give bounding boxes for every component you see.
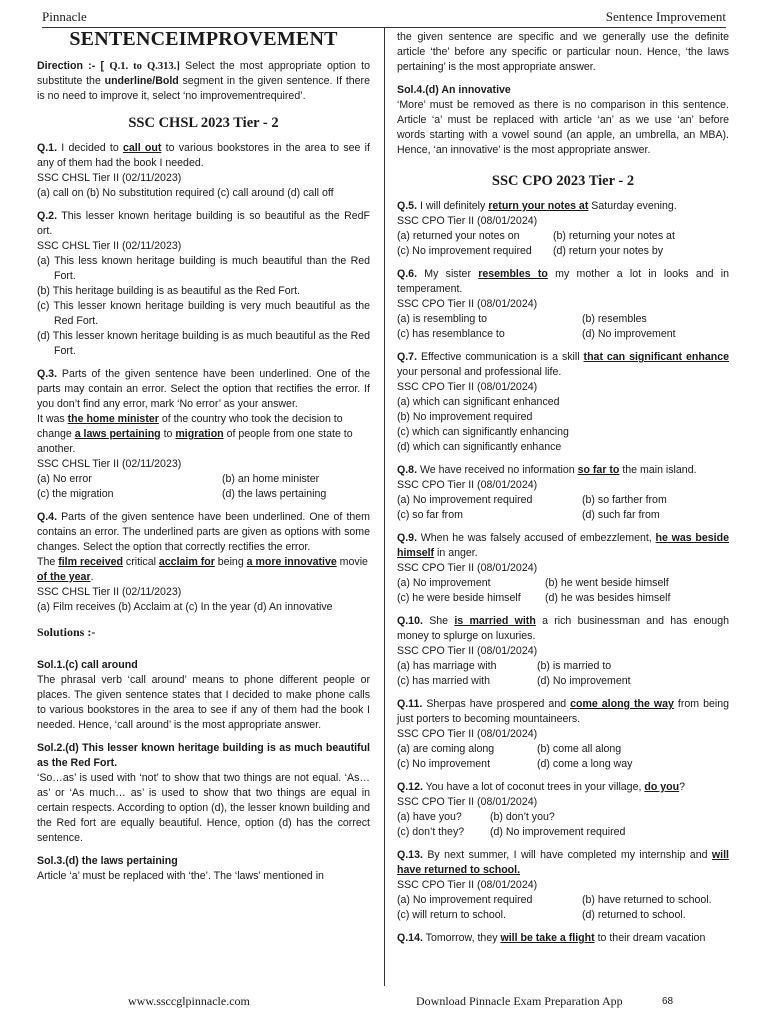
header-topic: Sentence Improvement xyxy=(605,9,726,24)
question-7: Q.7. Effective communication is a skill that can significant enhance your personal and professional life. SSC CPO Tier II (08/01/2024) (a) which can significant enhanced (b) No improvement required (c) which can significantly enhancing (d) which can significantly enhance xyxy=(397,351,729,453)
page-footer xyxy=(0,994,768,1012)
right-column xyxy=(397,30,729,946)
direction: Direction :- [ Q.1. to Q.313.] Select the most appropriate option to substitute the underline/Bold segment in the given sentence. If there is no need to improve it, select ‘no improvementrequired’. xyxy=(37,60,370,102)
question-3: Q.3. Parts of the given sentence have been underlined. One of the parts may contain an error. Select the option that rectifies the error. If you don’t find any error, mark ‘No error’ as your answer. It was the home minister of the country who took the decision to change a laws pertaining to migration of people from one state to another. SSC CHSL Tier II (02/11/2023) (a) No error (b) an home minister (c) the migration (d) the laws pertaining xyxy=(37,368,370,500)
solutions-heading: Solutions :- xyxy=(37,625,96,639)
solution-2: Sol.2.(d) This lesser known heritage building is as much beautiful as the Red Fort. ‘So…as’ is used with ‘not’ to show that two things are not equal. ‘As…as’ or ‘As much… as’ is used to show that two things are equal in certain respects. According to option (d), the lesser known building and the Red fort are equally beautiful. Hence, option (d) has the correct sentence. xyxy=(37,742,370,844)
solution-4: Sol.4.(d) An innovative ‘More’ must be removed as there is no comparison in this sentence. Article ‘a’ must be replaced with article ‘an’ as we use ‘an’ before words starting with a vowel sound (an apple, an umbrella, an MBA). Hence, ‘an innovative’ is the most appropriate answer. xyxy=(397,84,729,156)
question-2: Q.2. This lesser known heritage building is so beautiful as the RedF ort. SSC CHSL Tier II (02/11/2023) (a) This less known heritage building is much beautiful than the Red Fort. (b) This heritage building is as beautiful as the Red Fort. (c) This lesser known heritage building is very much beautiful as the Red Fort. (d) This lesser known heritage building is as much beautiful as the Red Fort. xyxy=(37,210,370,357)
header-brand: Pinnacle xyxy=(42,9,87,24)
question-6: Q.6. My sister resembles to my mother a lot in looks and in temperament. SSC CPO Tier II (08/01/2024) (a) is resembling to (b) resembles (c) has resemblance to (d) No improvement xyxy=(397,268,730,340)
section-title-chsl: SSC CHSL 2023 Tier - 2 xyxy=(128,115,279,131)
question-12: Q.12. You have a lot of coconut trees in your village, do you? SSC CPO Tier II (08/01/2024) (a) have you? (b) don’t you? (c) don’t they? (d) No improvement required xyxy=(397,781,685,838)
footer-app-promo: Download Pinnacle Exam Preparation App xyxy=(416,994,623,1008)
column-divider xyxy=(384,27,385,986)
question-11: Q.11. Sherpas have prospered and come along the way from being just porters to becoming mountaineers. SSC CPO Tier II (08/01/2024) (a) are coming along (b) come all along (c) No improvement (d) come a long way xyxy=(397,698,729,770)
section-title-cpo: SSC CPO 2023 Tier - 2 xyxy=(491,173,635,189)
left-column xyxy=(37,30,370,884)
question-10: Q.10. She is married with a rich businessman and has enough money to splurge on luxuries. SSC CPO Tier II (08/01/2024) (a) has marriage with (b) is married to (c) has married with (d) No improvement xyxy=(397,615,729,687)
solution-3-continued: the given sentence are specific and we generally use the definite article ‘the’ before any specific or particular noun. Hence, ‘the laws pertaining’ is the most appropriate answer. xyxy=(397,31,729,73)
page-header xyxy=(42,6,726,26)
solution-3: Sol.3.(d) the laws pertaining Article ‘a’ must be replaced with ‘the’. The ‘laws’ mentioned in xyxy=(37,855,324,882)
question-1: Q.1. I decided to call out to various bookstores in the area to see if any of them had the book I needed. SSC CHSL Tier II (02/11/2023) (a) call on (b) No substitution required (c) call around (d) call off xyxy=(37,142,370,199)
question-14: Q.14. Tomorrow, they will be take a flight to their dream vacation xyxy=(397,932,706,944)
solution-1: Sol.1.(c) call around The phrasal verb ‘call around’ means to phone different people or places. The given sentence states that I decided to make phone calls to various bookstores in the area to see if any of them had the book I needed. Hence, ‘call around’ is the most appropriate answer. xyxy=(37,659,370,731)
question-4: Q.4. Parts of the given sentence have been underlined. One of them contains an error. The underlined parts are given as options with some changes. Select the option that correctly rectifies the error. The film received critical acclaim for being a more innovative movie of the year. SSC CHSL Tier II (02/11/2023) (a) Film receives (b) Acclaim at (c) In the year (d) An innovative xyxy=(37,511,370,613)
page-number: 68 xyxy=(662,996,674,1007)
question-9: Q.9. When he was falsely accused of embezzlement, he was beside himself in anger. SSC CPO Tier II (08/01/2024) (a) No improvement (b) he went beside himself (c) he were beside himself (d) he was besides himself xyxy=(397,532,729,604)
question-8: Q.8. We have received no information so far to the main island. SSC CPO Tier II (08/01/2024) (a) No improvement required (b) so farther from (c) so far from (d) such far from xyxy=(397,464,697,521)
footer-website-link[interactable]: www.ssccglpinnacle.com xyxy=(128,994,250,1008)
question-5: Q.5. I will definitely return your notes at Saturday evening. SSC CPO Tier II (08/01/2024) (a) returned your notes on (b) returning your notes at (c) No improvement required (d) return your notes by xyxy=(397,200,677,257)
page-title: SENTENCEIMPROVEMENT xyxy=(69,28,338,50)
question-13: Q.13. By next summer, I will have completed my internship and will have returned to school. SSC CPO Tier II (08/01/2024) (a) No improvement required (b) have returned to school. (c) will return to school. (d) returned to school. xyxy=(397,849,729,921)
